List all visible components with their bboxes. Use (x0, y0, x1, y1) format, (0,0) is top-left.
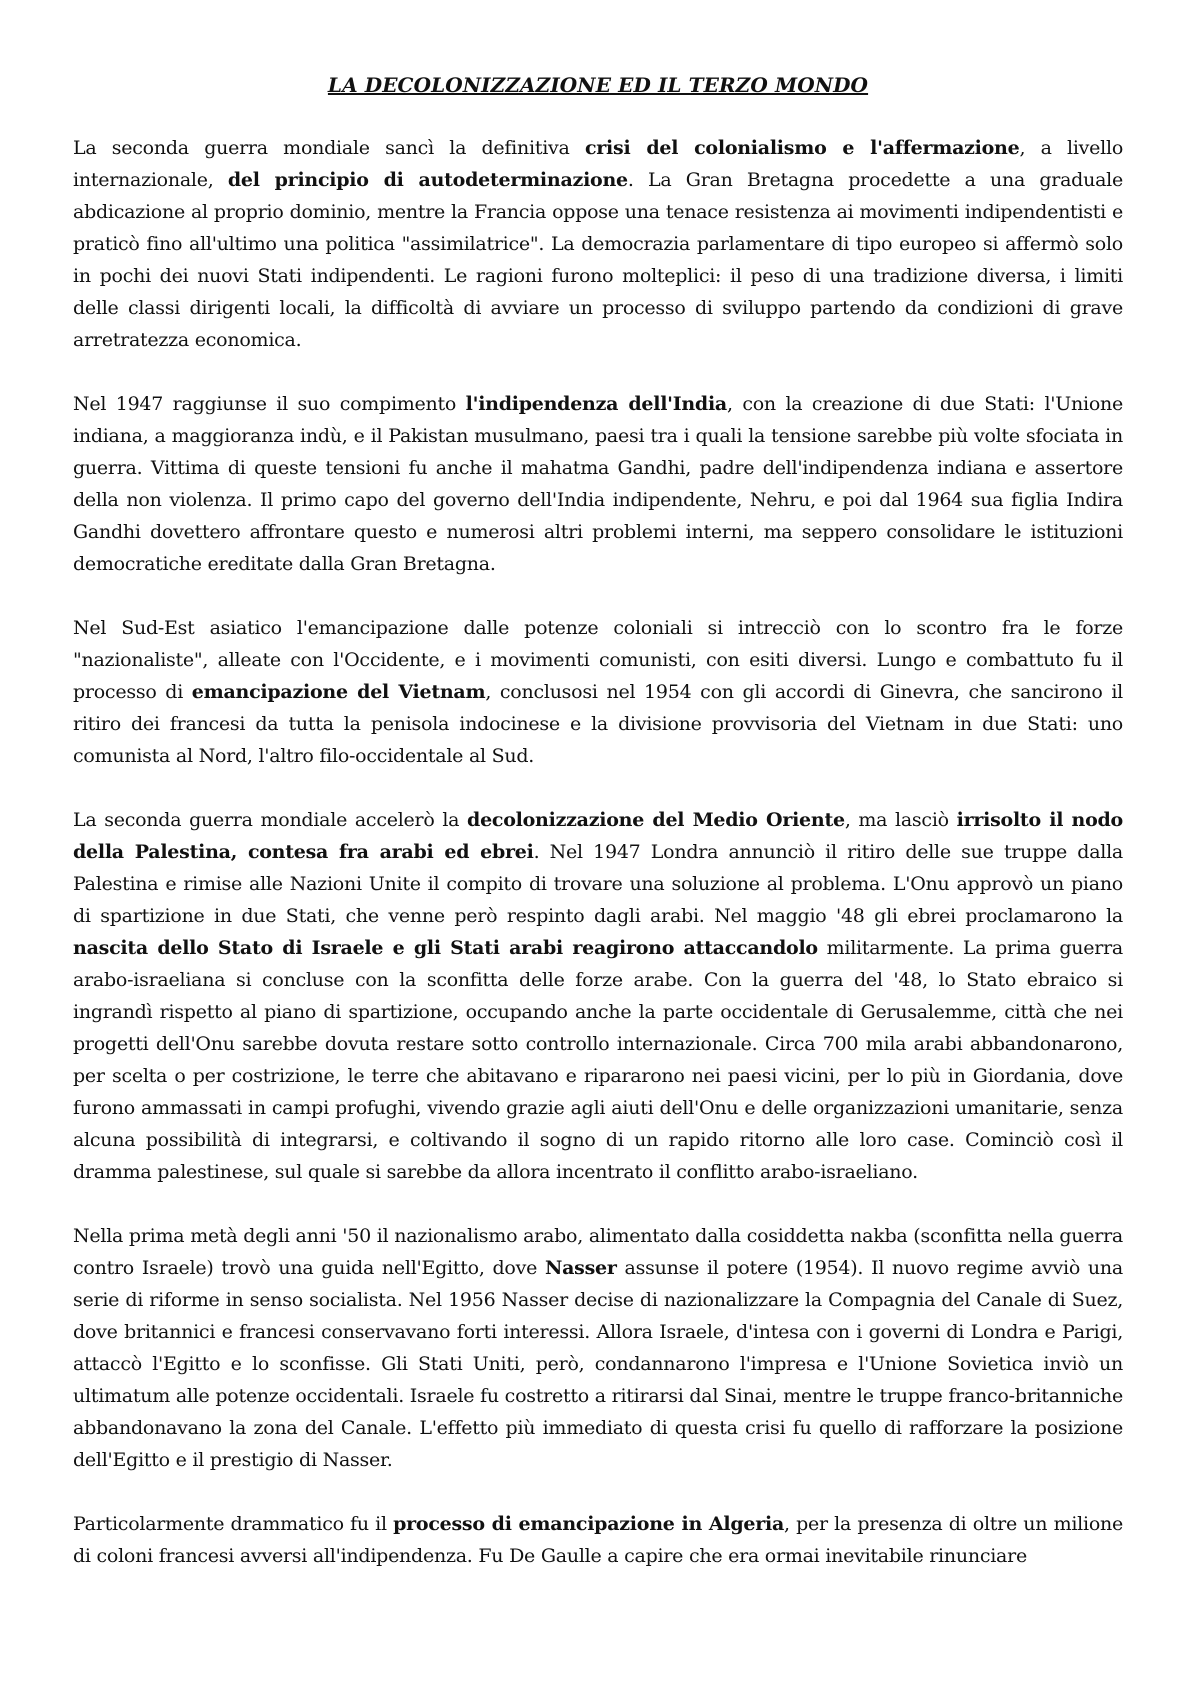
bold-text-segment: nascita dello Stato di Israele e gli Stati arabi reagirono attaccandolo (73, 937, 818, 959)
bold-text-segment: del principio di autodeterminazione (227, 169, 628, 191)
text-segment: , con la creazione di due Stati: l'Unione indiana, a maggioranza indù, e il Pakistan musulmano, paesi tra i quali la tensione sarebbe più volte sfociata in guerra. Vittima di queste tensioni fu anche il mahatma Gandhi, padre dell'indipendenza indiana e assertore della non violenza. Il primo capo del governo dell'India indipendente, Nehru, e poi dal 1964 sua figlia Indira Gandhi dovettero affrontare questo e numerosi altri problemi interni, ma seppero consolidare le istituzioni democratiche ereditate dalla Gran Bretagna. (73, 393, 1123, 575)
bold-text-segment: emancipazione del Vietnam (191, 681, 486, 703)
text-segment: Nella prima metà degli anni '50 il nazionalismo arabo, alimentato dalla cosiddetta nakba (sconfitta nella guerra contro Israele) trovò una guida nell'Egitto, dove (73, 1225, 1123, 1279)
document-title: LA DECOLONIZZAZIONE ED IL TERZO MONDO (327, 73, 869, 97)
bold-text-segment: crisi del colonialismo e l'affermazione (584, 137, 1020, 159)
paragraph-colonialism-crisis (73, 132, 1123, 356)
text-segment: , ma lasciò (844, 809, 957, 831)
text-segment: , conclusosi nel 1954 con gli accordi di Ginevra, che sancirono il ritiro dei francesi da tutta la penisola indocinese e la divisione provvisoria del Vietnam in due Stati: uno comunista al Nord, l'altro filo-occidentale al Sud. (73, 681, 1124, 767)
text-segment: Nel Sud-Est asiatico l'emancipazione dalle potenze coloniali si intrecciò con lo scontro fra le forze "nazionaliste", alleate con l'Occidente, e i movimenti comunisti, con esiti diversi. Lungo e combattuto fu il processo di (73, 617, 1123, 703)
text-segment: Particolarmente drammatico fu il (73, 1513, 394, 1535)
paragraph-southeast-asia (73, 612, 1123, 772)
bold-text-segment: irrisolto il nodo della Palestina, contesa fra arabi ed ebrei (73, 809, 1123, 863)
text-segment: Nel 1947 raggiunse il suo compimento (73, 393, 466, 415)
bold-text-segment: l'indipendenza dell'India (465, 393, 727, 415)
text-segment: militarmente. La prima guerra arabo-israeliana si concluse con la sconfitta delle forze arabe. Con la guerra del '48, lo Stato ebraico si ingrandì rispetto al piano di spartizione, occupando anche la parte occidentale di Gerusalemme, città che nei progetti dell'Onu sarebbe dovuta restare sotto controllo internazionale. Circa 700 mila arabi abbandonarono, per scelta o per costrizione, le terre che abitavano e ripararono nei paesi vicini, per lo più in Giordania, dove furono ammassati in campi profughi, vivendo grazie agli aiuti dell'Onu e delle organizzazioni umanitarie, senza alcuna possibilità di integrarsi, e coltivando il sogno di un rapido ritorno alle loro case. Cominciò così il dramma palestinese, sul quale si sarebbe da allora incentrato il conflitto arabo-israeliano. (73, 937, 1123, 1183)
text-segment: La seconda guerra mondiale accelerò la (73, 809, 468, 831)
document-page (73, 72, 1123, 1604)
text-segment: . La Gran Bretagna procedette a una graduale abdicazione al proprio dominio, mentre la Francia oppose una tenace resistenza ai movimenti indipendentisti e praticò fino all'ultimo una politica "assimilatrice". La democrazia parlamentare di tipo europeo si affermò solo in pochi dei nuovi Stati indipendenti. Le ragioni furono molteplici: il peso di una tradizione diversa, i limiti delle classi dirigenti locali, la difficoltà di avviare un processo di sviluppo partendo da condizioni di grave arretratezza economica. (73, 169, 1123, 351)
bold-text-segment: Nasser (544, 1257, 617, 1279)
bold-text-segment: decolonizzazione del Medio Oriente (467, 809, 845, 831)
paragraph-nasser-egypt (73, 1220, 1123, 1476)
paragraph-algeria (73, 1508, 1123, 1572)
paragraph-middle-east (73, 804, 1123, 1188)
text-segment: . Nel 1947 Londra annunciò il ritiro delle sue truppe dalla Palestina e rimise alle Nazioni Unite il compito di trovare una soluzione al problema. L'Onu approvò un piano di spartizione in due Stati, che venne però respinto dagli arabi. Nel maggio '48 gli ebrei proclamarono la (73, 841, 1123, 927)
text-segment: assunse il potere (1954). Il nuovo regime avviò una serie di riforme in senso socialista. Nel 1956 Nasser decise di nazionalizzare la Compagnia del Canale di Suez, dove britannici e francesi conservavano forti interessi. Allora Israele, d'intesa con i governi di Londra e Parigi, attaccò l'Egitto e lo sconfisse. Gli Stati Uniti, però, condannarono l'impresa e l'Unione Sovietica inviò un ultimatum alle potenze occidentali. Israele fu costretto a ritirarsi dal Sinai, mentre le truppe franco-britanniche abbandonavano la zona del Canale. L'effetto più immediato di questa crisi fu quello di rafforzare la posizione dell'Egitto e il prestigio di Nasser. (73, 1257, 1123, 1471)
bold-text-segment: processo di emancipazione in Algeria (393, 1513, 785, 1535)
text-segment: La seconda guerra mondiale sancì la definitiva (73, 137, 585, 159)
text-segment: , a livello internazionale, (73, 137, 1124, 191)
paragraph-india-independence (73, 388, 1123, 580)
text-segment: , per la presenza di oltre un milione di coloni francesi avversi all'indipendenza. Fu De Gaulle a capire che era ormai inevitabile rinunciare (73, 1513, 1123, 1567)
